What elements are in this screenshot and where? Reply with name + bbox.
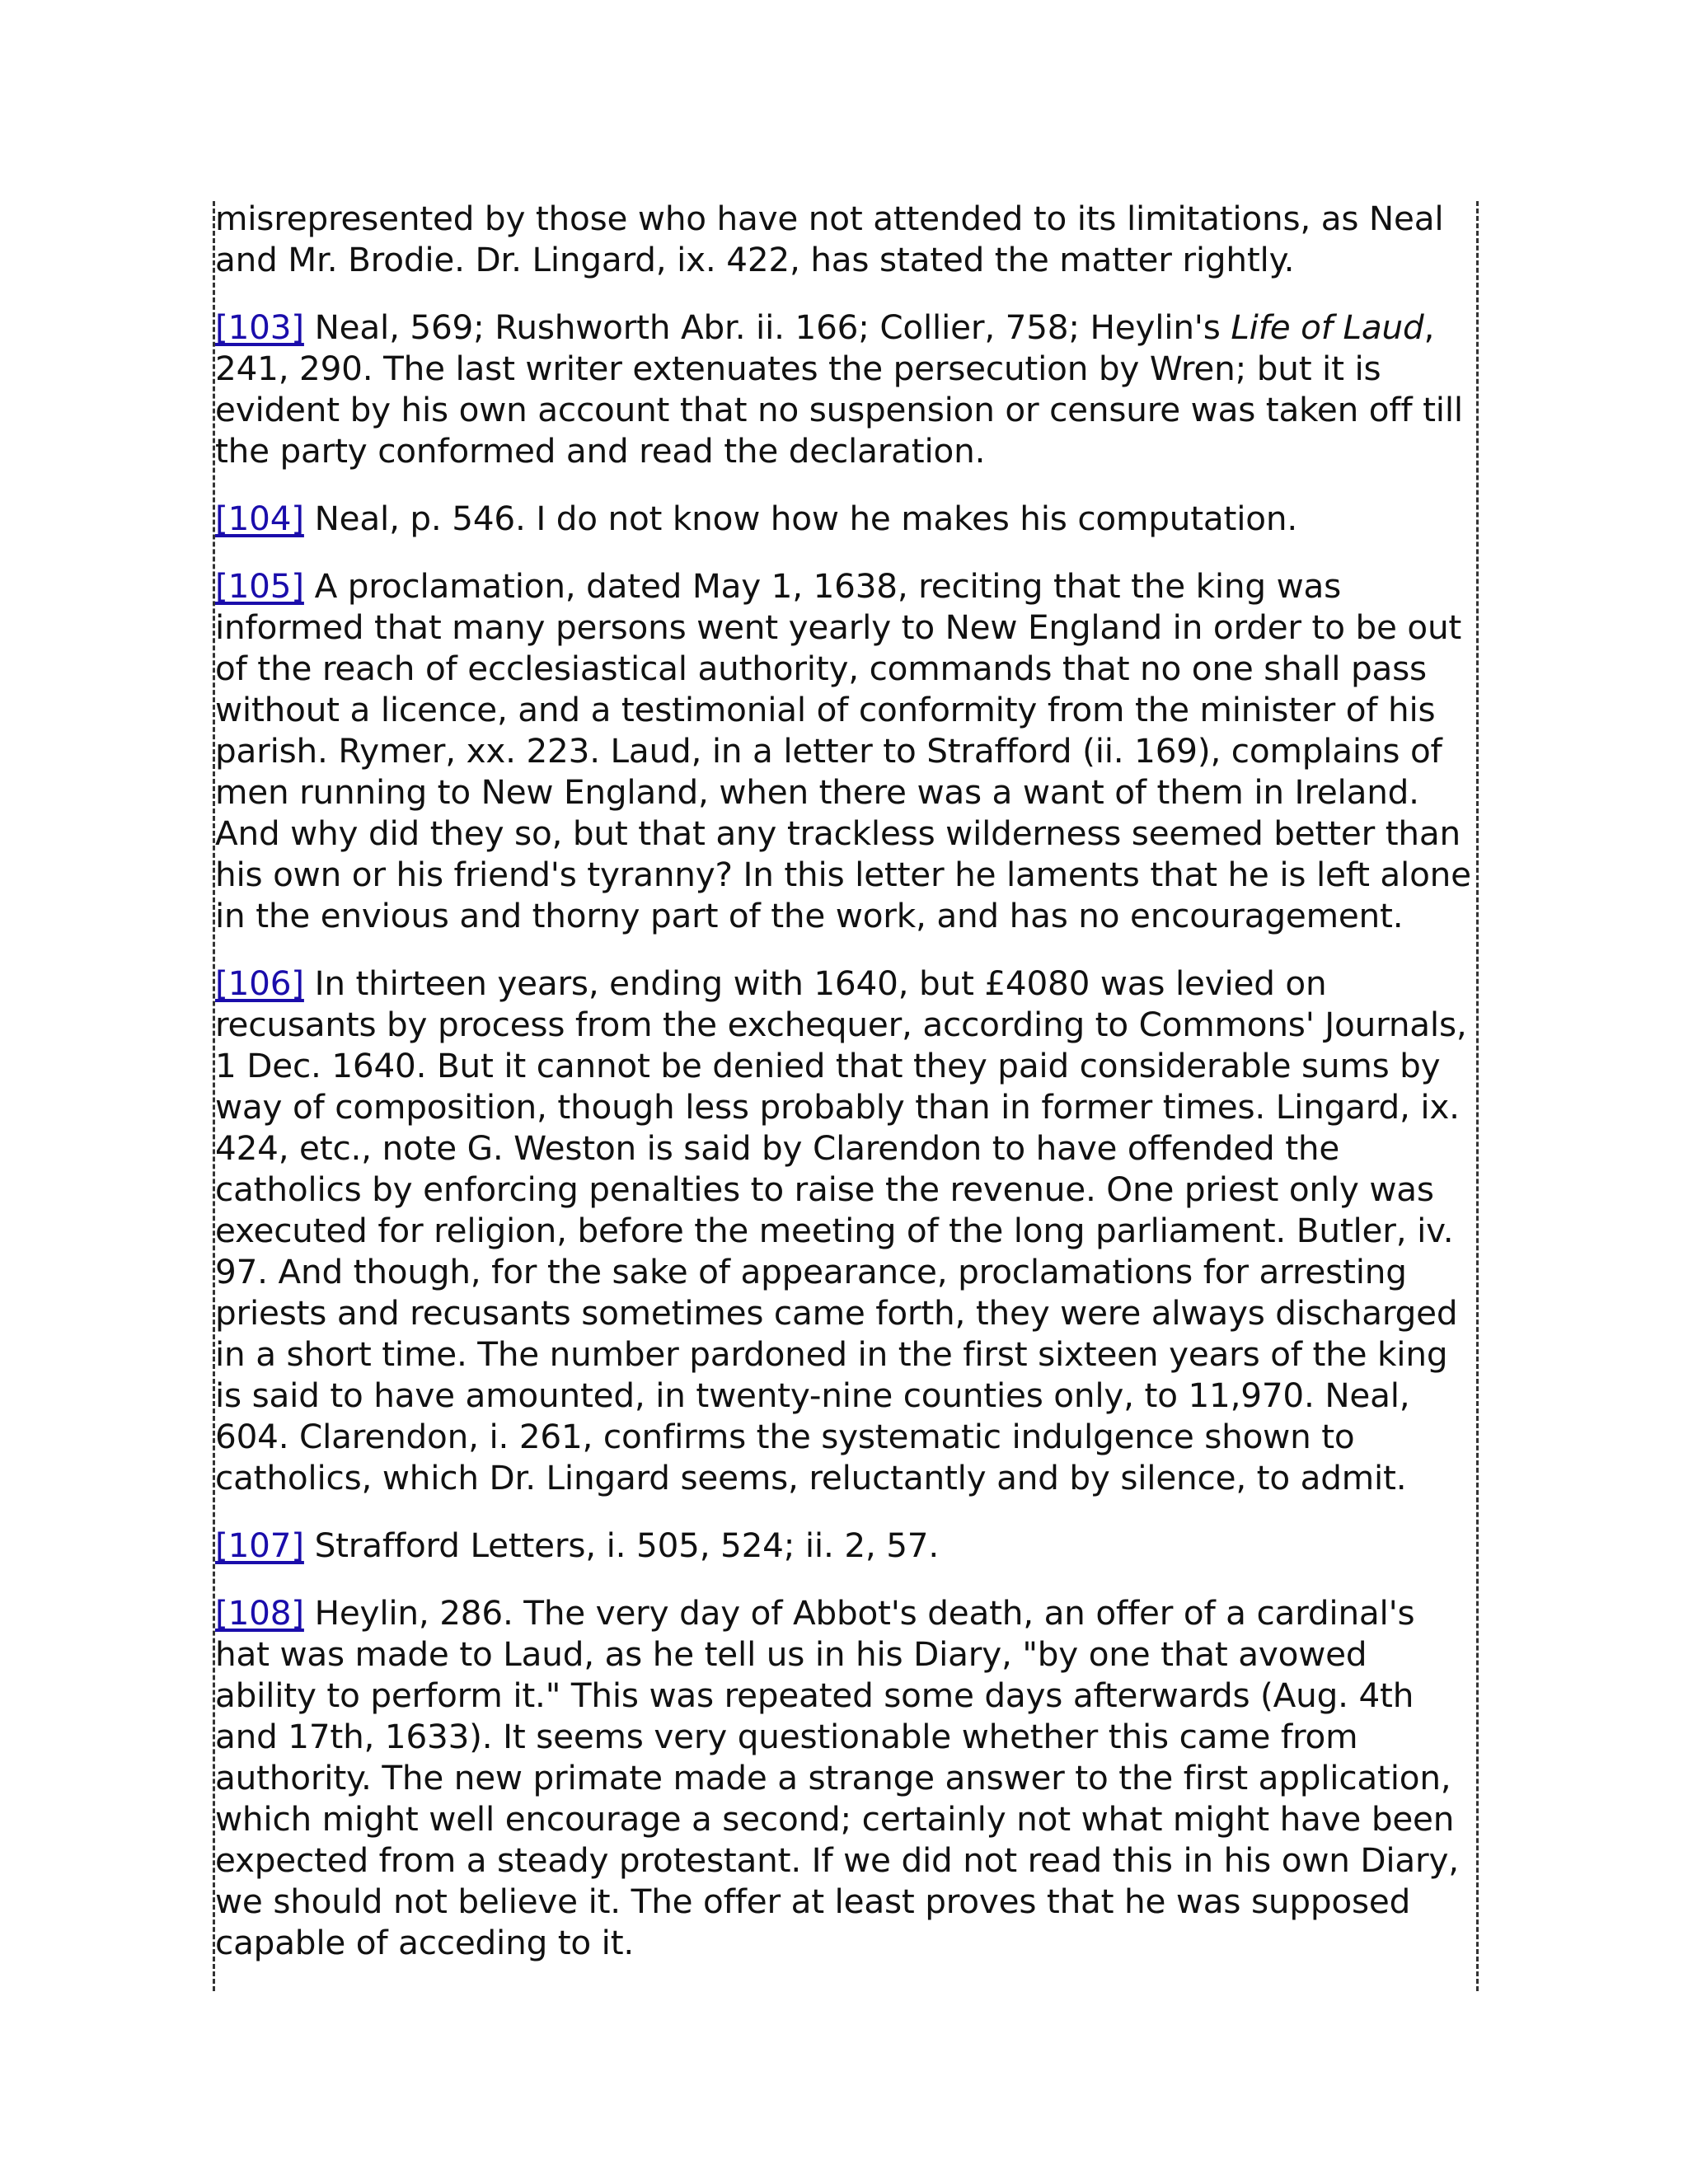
footnote-text: Strafford Letters, i. 505, 524; ii. 2, 57. (303, 1526, 940, 1565)
footnotes-content (215, 198, 1476, 1990)
footnote-106 (215, 963, 1476, 1498)
footnote-105 (215, 565, 1476, 936)
footnote-104 (215, 498, 1476, 539)
footnote-link-103[interactable]: [103] (215, 307, 304, 347)
footnote-text: A proclamation, dated May 1, 1638, reciting that the king was informed that many persons went yearly to New England in order to be out of the reach of ecclesiastical authority, commands that no one shall pass without a licence, and a testimonial of conformity from the minister of his parish. Rymer, xx. 223. Laud, in a letter to Strafford (ii. 169), complains of men running to New England, when there was a want of them in Ireland. And why did they so, but that any trackless wilderness seemed better than his own or his friend's tyranny? In this letter he laments that he is left alone in the envious and thorny part of the work, and has no encouragement. (215, 566, 1471, 935)
footnote-text: Neal, 569; Rushworth Abr. ii. 166; Collier, 758; Heylin's (303, 307, 1231, 347)
footnote-text: Neal, p. 546. I do not know how he makes his computation. (303, 499, 1297, 538)
footnote-continuation (215, 198, 1476, 280)
footnote-text: Heylin, 286. The very day of Abbot's death, an offer of a cardinal's hat was made to Laud, as he tell us in his Diary, "by one that avowed ability to perform it." This was repeated some days afterwards (Aug. 4th and 17th, 1633). It seems very questionable whether this came from authority. The new primate made a strange answer to the first application, which might well encourage a second; certainly not what might have been expected from a steady protestant. If we did not read this in his own Diary, we should not believe it. The offer at least proves that he was supposed capable of acceding to it. (215, 1593, 1459, 1962)
footnote-text: In thirteen years, ending with 1640, but £4080 was levied on recusants by process from the exchequer, according to Commons' Journals, 1 Dec. 1640. But it cannot be denied that they paid considerable sums by way of composition, though less probably than in former times. Lingard, ix. 424, etc., note G. Weston is said by Clarendon to have offended the catholics by enforcing penalties to raise the revenue. One priest only was executed for religion, before the meeting of the long parliament. Butler, iv. 97. And though, for the sake of appearance, proclamations for arresting priests and recusants sometimes came forth, they were always discharged in a short time. The number pardoned in the first sixteen years of the king is said to have amounted, in twenty-nine counties only, to 11,970. Neal, 604. Clarendon, i. 261, confirms the systematic indulgence shown to catholics, which Dr. Lingard seems, reluctantly and by silence, to admit. (215, 963, 1467, 1497)
footnote-link-107[interactable]: [107] (215, 1526, 304, 1565)
footnote-link-105[interactable]: [105] (215, 566, 304, 606)
footnote-link-108[interactable]: [108] (215, 1593, 304, 1633)
footnote-link-106[interactable]: [106] (215, 963, 304, 1003)
footnote-108 (215, 1592, 1476, 1963)
book-title-italic: Life of Laud (1231, 307, 1424, 347)
footnote-text: misrepresented by those who have not attended to its limitations, as Neal and Mr. Brodie. Dr. Lingard, ix. 422, has stated the matter rightly. (215, 199, 1444, 279)
footnote-107 (215, 1525, 1476, 1566)
footnote-103 (215, 307, 1476, 471)
footnote-text: , 241, 290. The last writer extenuates the persecution by Wren; but it is evident by his own account that no suspension or censure was taken off till the party conformed and read the declaration. (215, 307, 1463, 471)
footnote-link-104[interactable]: [104] (215, 499, 304, 538)
